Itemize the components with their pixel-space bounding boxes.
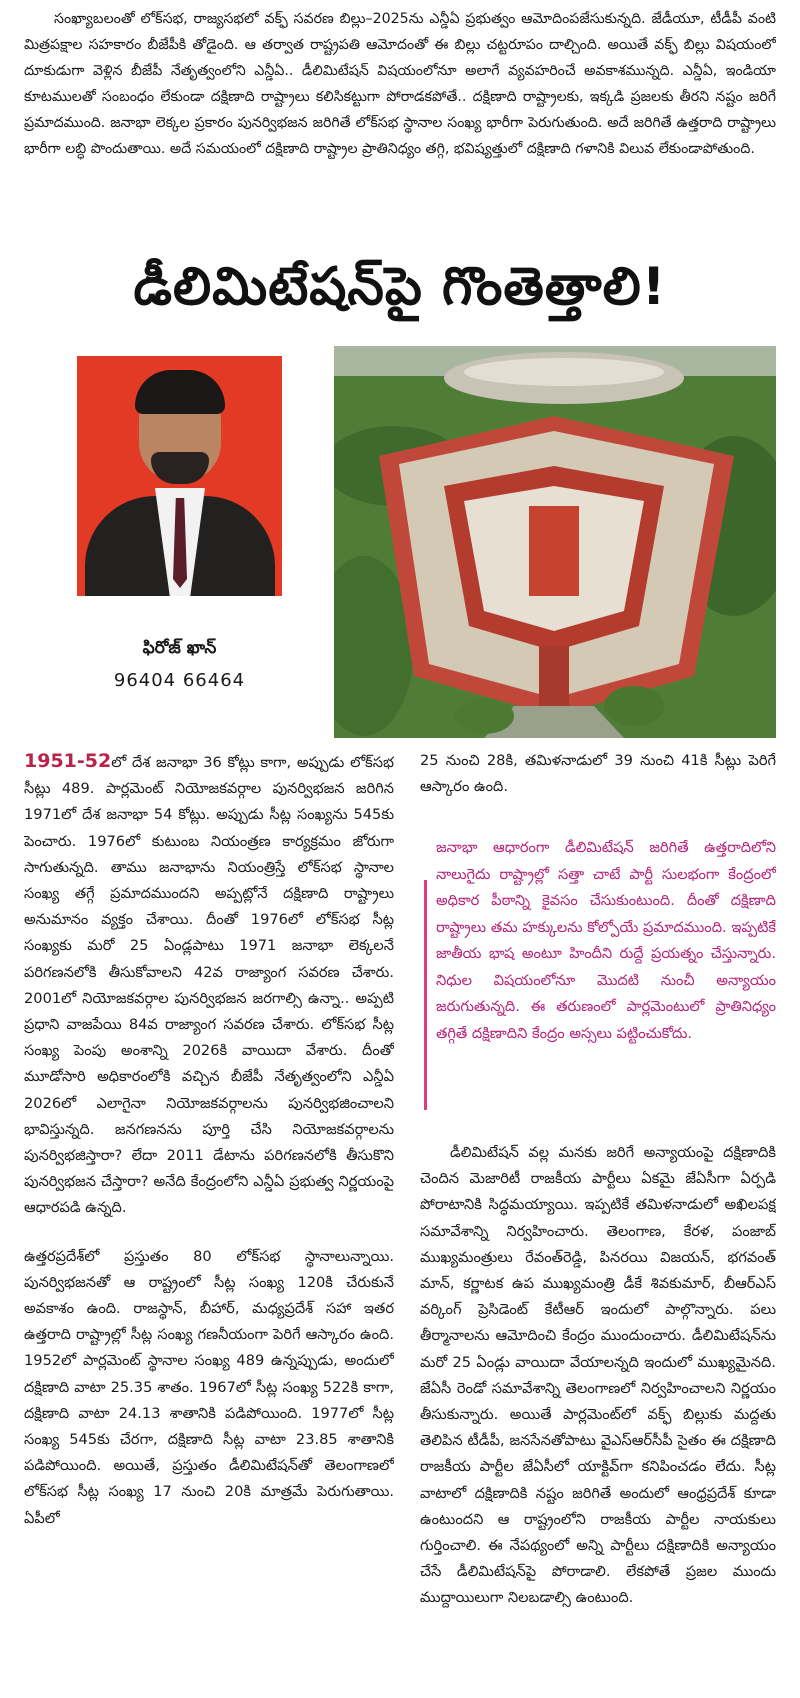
right-column-bottom	[420, 1140, 776, 1685]
parliament-photo	[334, 346, 776, 738]
pull-quote: జనాభా ఆధారంగా డీలిమిటేషన్ జరిగితే ఉత్తరాదిలోని నాలుగైదు రాష్ట్రాల్లో సత్తా చాటే పార్టీ సులభంగా కేంద్రంలో అధికార పీఠాన్ని కైవసం చేసుకుంటుంది. దీంతో దక్షిణాది రాష్ట్రాలు తమ హక్కులను కోల్పోయే ప్రమాదముంది. ఇప్పటికే జాతీయ భాష అంటూ హిందీని రుద్దే ప్రయత్నం చేస్తున్నారు. నిధుల విషయంలోనూ మొదటి నుంచీ అన్యాయం జరుగుతున్నది. ఈ తరుణంలో పార్లమెంటులో ప్రాతినిధ్యం తగ్గితే దక్షిణాదిని కేంద్రం అస్సలు పట్టించుకోదు.	[436, 839, 776, 1042]
right-column-top	[420, 748, 776, 800]
author-name: ఫిరోజ్ ఖాన్	[142, 638, 217, 658]
page-title: డీలిమిటేషన్‌పై గొంతెత్తాలి!	[133, 257, 667, 317]
author-photo	[77, 356, 282, 596]
right-paragraph-1: 25 నుంచి 28కి, తమిళనాడులో 39 నుంచి 41కి సీట్లు పెరిగే ఆస్కారం ఉంది.	[420, 752, 776, 796]
left-column	[24, 748, 394, 1683]
left-paragraph-2: ఉత్తరప్రదేశ్‌లో ప్రస్తుతం 80 లోక్‌సభ స్థానాలున్నాయి. పునర్విభజనతో ఆ రాష్ట్రంలో సీట్ల సంఖ్య 120కి చేరుకునే అవకాశం ఉంది. రాజస్థాన్, బీహార్, మధ్యప్రదేశ్ సహా ఇతర ఉత్తరాది రాష్ట్రాల్లో సీట్ల సంఖ్య గణనీయంగా పెరిగే ఆస్కారం ఉంది. 1952లో పార్లమెంట్ స్థానాల సంఖ్య 489 ఉన్నప్పుడు, అందులో దక్షిణాది వాటా 25.35 శాతం. 1967లో సీట్ల సంఖ్య 522కి కాగా, దక్షిణాది వాటా 24.13 శాతానికి పడిపోయింది. 1977లో సీట్ల సంఖ్య 545కు చేరగా, దక్షిణాది సీట్ల వాటా 23.85 శాతానికి పడిపోయింది. అయితే, ప్రస్తుతం డీలిమిటేషన్‌తో తెలంగాణలో లోక్‌సభ సీట్ల సంఖ్య 17 నుంచి 20కి మాత్రమే పెరుగుతాయి. ఏపీలో	[24, 1247, 394, 1527]
lead-years: 1951-52	[24, 750, 112, 772]
left-paragraph-1	[24, 748, 394, 1222]
quote-bar	[424, 880, 427, 1110]
intro-text: సంఖ్యాబలంతో లోక్‌సభ, రాజ్యసభలో వక్ఫ్ సవరణ బిల్లు–2025ను ఎన్డీఏ ప్రభుత్వం ఆమోదింపజేసుకున్నది. జేడీయూ, టీడీపీ వంటి మిత్రపక్షాల సహకారం బీజేపీకి తోడైంది. ఆ తర్వాత రాష్ట్రపతి ఆమోదంతో ఈ బిల్లు చట్టరూపం దాల్చింది. అయితే వక్ఫ్ బిల్లు విషయంలో దూకుడుగా వెళ్లిన బీజేపీ నేతృత్వంలోని ఎన్డీఏ.. డీలిమిటేషన్ విషయంలోనూ అలాగే వ్యవహరించే అవకాశమున్నది. ఎన్డీఏ, ఇండియా కూటములతో సంబంధం లేకుండా దక్షిణాది రాష్ట్రాలు కలిసికట్టుగా పోరాడకపోతే.. దక్షిణాది రాష్ట్రాలకు, ఇక్కడి ప్రజలకు తీరని నష్టం జరిగే ప్రమాదముంది. జనాభా లెక్కల ప్రకారం పునర్విభజన జరిగితే లోక్‌సభ స్థానాల సంఖ్య భారీగా పెరుగుతుంది. అదే జరిగితే ఉత్తరాది రాష్ట్రాలు భారీగా లబ్ధి పొందుతాయి. అదే సమయంలో దక్షిణాది రాష్ట్రాల ప్రాతినిధ్యం తగ్గి, భవిష్యత్తులో దక్షిణాది గళానికి విలువ లేకుండాపోతుంది.	[24, 11, 776, 157]
author-phone: 96404 66464	[113, 670, 246, 691]
right-paragraph-2: డీలిమిటేషన్ వల్ల మనకు జరిగే అన్యాయంపై దక్షిణాదికి చెందిన మెజారిటీ రాజకీయ పార్టీలు ఏకమై జేఏసీగా ఏర్పడి పోరాటానికి సిద్ధమయ్యాయి. ఇప్పటికే తమిళనాడులో అఖిలపక్ష సమావేశాన్ని నిర్వహించారు. తెలంగాణ, కేరళ, పంజాబ్ ముఖ్యమంత్రులు రేవంత్‌రెడ్డి, పినరయి విజయన్, భగవంత్ మాన్, కర్ణాటక ఉప ముఖ్యమంత్రి డీకే శివకుమార్, బీఆర్ఎస్ వర్కింగ్ ప్రెసిడెంట్ కేటీఆర్ ఇందులో పాల్గొన్నారు. పలు తీర్మానాలను ఆమోదించి కేంద్రం ముందుంచారు. డీలిమిటేషన్‌ను మరో 25 ఏండ్లు వాయిదా వేయాలన్నది ఇందులో ముఖ్యమైనది. జేఏసీ రెండో సమావేశాన్ని తెలంగాణలో నిర్వహించాలని నిర్ణయం తీసుకున్నారు. అయితే పార్లమెంట్‌లో వక్ఫ్ బిల్లుకు మద్దతు తెలిపిన టీడీపీ, జనసేనతోపాటు వైఎస్ఆర్‌సీపీ సైతం ఈ దక్షిణాది రాజకీయ పార్టీల జేఏసీలో యాక్టివ్‌గా కనిపించడం లేదు. సీట్ల వాటాలో దక్షిణాదికి నష్టం జరిగితే అందులో ఆంధ్రప్రదేశ్ కూడా ఉంటుందని ఆ రాష్ట్రంలోని రాజకీయ పార్టీల నాయకులు గుర్తించాలి. ఈ నేపథ్యంలో అన్ని పార్టీలు దక్షిణాదికి అన్యాయం చేసే డీలిమిటేషన్‌పై పోరాడాలి. లేకపోతే ప్రజల ముందు ముద్దాయిలుగా నిలబడాల్సి ఉంటుంది.	[420, 1144, 776, 1607]
intro-paragraph	[24, 6, 776, 236]
left-paragraph-1-text: లో దేశ జనాభా 36 కోట్లు కాగా, అప్పుడు లోక్‌సభ సీట్లు 489. పార్లమెంట్ నియోజకవర్గాల పునర్విభజన జరిగిన 1971లో దేశ జనాభా 54 కోట్లు. అప్పుడు సీట్ల సంఖ్యను 545కు పెంచారు. 1976లో కుటుంబ నియంత్రణ కార్యక్రమం జోరుగా సాగుతున్నది. తాము జనాభాను నియంత్రిస్తే లోక్‌సభ స్థానాల సంఖ్య తగ్గే ప్రమాదముందని అప్పట్లోనే దక్షిణాది రాష్ట్రాలు అనుమానం వ్యక్తం చేశాయి. దీంతో 1976లో లోక్‌సభ సీట్ల సంఖ్యకు మరో 25 ఏండ్లపాటు 1971 జనాభా లెక్కలనే పరిగణనలోకి తీసుకోవాలని 42వ రాజ్యాంగ సవరణ చేశారు. 2001లో నియోజకవర్గాల పునర్విభజన జరగాల్సి ఉన్నా.. అప్పటి ప్రధాని వాజపేయి 84వ రాజ్యాంగ సవరణ చేశారు. లోక్‌సభ సీట్ల సంఖ్య పెంపు అంశాన్ని 2026కి వాయిదా వేశారు. దీంతో మూడోసారి అధికారంలోకి వచ్చిన బీజేపీ నేతృత్వంలోని ఎన్డీఏ 2026లో ఎలాగైనా నియోజకవర్గాలను పునర్విభజించాలని భావిస్తున్నది. జనగణనను పూర్తి చేసి నియోజకవర్గాలను పునర్విభజిస్తారా? లేదా 2011 డేటాను పరిగణనలోకి తీసుకొని పునర్విభజన చేస్తారా? అనేది కేంద్రంలోని ఎన్డీఏ ప్రభుత్వ నిర్ణయంపై ఆధారపడి ఉన్నది.	[24, 754, 394, 1217]
